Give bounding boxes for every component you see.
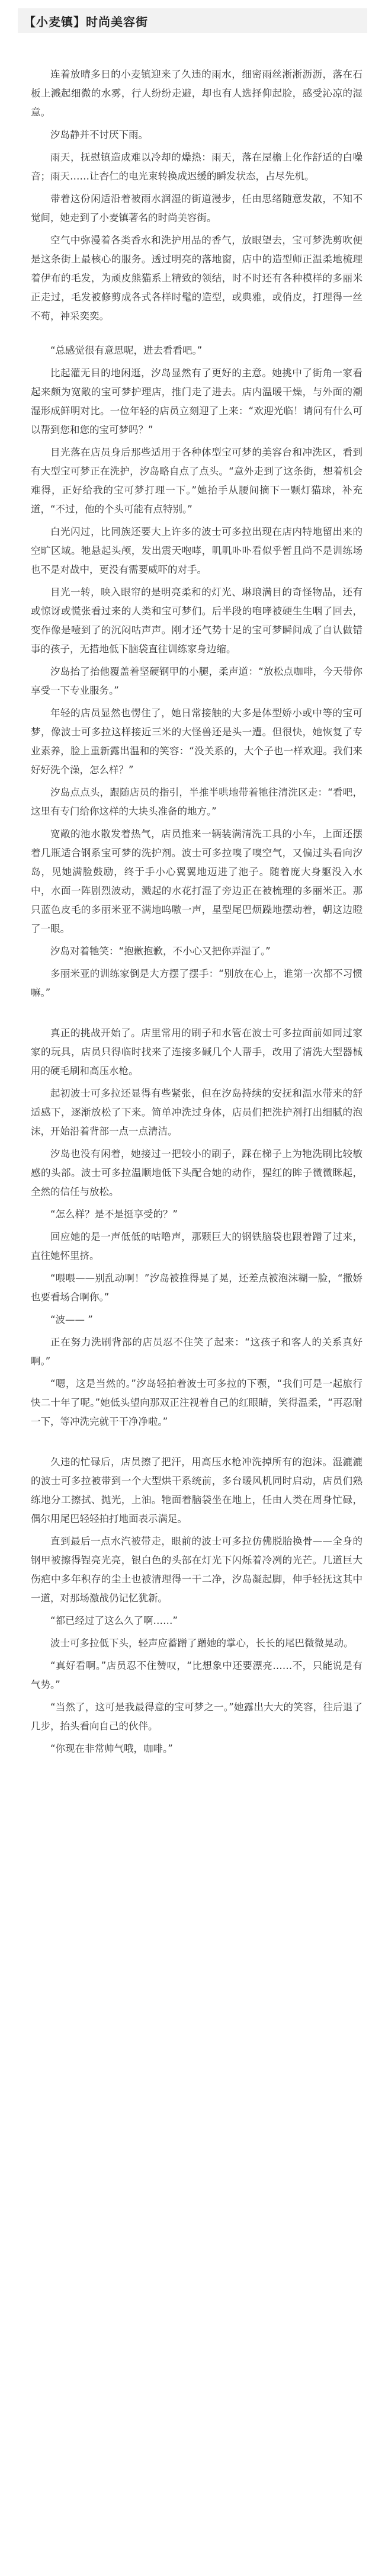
paragraph: 直到最后一点水汽被带走，眼前的波士可多拉仿佛脱胎换骨——全身的钢甲被擦得锃亮光亮，银白色的头部在灯光下闪烁着冷冽的光芒。几道巨大伤疤中多年积存的尘土也被清理得一干二净，汐岛凝起脚，伸手轻抚这其中一道，对那场激战仍记忆犹新。 — [31, 1536, 362, 1604]
paragraph: “真好看啊。”店员忍不住赞叹，“比想象中还要漂亮……不，只能说是有气势。” — [31, 1660, 362, 1690]
paragraph: 多丽米亚的训练家倒是大方摆了摆手：“别放在心上，谁第一次都不习惯嘛。” — [31, 968, 362, 998]
paragraph: 连着放晴多日的小麦镇迎来了久违的雨水，细密雨丝淅淅沥沥，落在石板上溅起细微的水雾，行人纷纷走避，却也有人选择仰起脸，感受沁凉的湿意。 — [31, 69, 362, 118]
paragraph: 汐岛静并不讨厌下雨。 — [50, 129, 148, 140]
paragraph: 汐岛对着牠笑：“抱歉抱歉，不小心又把你弄湿了。” — [50, 946, 271, 957]
paragraph: “嗯，这是当然的。”汐岛轻拍着波士可多拉的下颚，“我们可是一起旅行快二十年了呢。”她低头望向那双正注视着自己的红眼睛，笑得温柔，“再忍耐一下，等冲洗完就干干净净啦。” — [31, 1378, 362, 1427]
paragraph: 汐岛抬了抬他覆盖着坚硬钢甲的小腿，柔声道：“放松点咖啡，今天带你享受一下专业服务。” — [31, 666, 362, 696]
article-title: 【小麦镇】时尚美容街 — [24, 14, 148, 29]
paragraph: 白光闪过，比同族还要大上许多的波士可多拉出现在店内特地留出来的空旷区域。牠悬起头颅，发出震天咆哮，叽叽卟卟看似乎暂且尚不是训练场也不是对战中，更没有需要威吓的对手。 — [31, 526, 362, 575]
paragraph: 雨天，抚慰镇造成难以冷却的燥热：雨天，落在屋檐上化作舒适的白噪音；雨天……让杏仁的电光束转换成迟缓的瞬发状态，占尽先机。 — [31, 152, 362, 182]
article-body — [31, 65, 362, 1762]
paragraph: 宽敞的池水散发着热气，店员推来一辆装满清洗工具的小车，上面还摆着几瓶适合钢系宝可梦的洗护剂。波士可多拉嗅了嗅空气，又偏过头看向汐岛，见她满脸鼓励，终于手小心翼翼地迈进了池子。随着庞大身躯没入水中，水面一阵剧烈波动，溅起的水花打湿了旁边正在被梳理的多丽米正。那只蓝色皮毛的多丽米亚不满地呜嗷一声，星型尾巴烦躁地摆动着，朝这边瞪了一眼。 — [31, 828, 362, 934]
paragraph: 目光一转，映入眼帘的是明亮柔和的灯光、琳琅满目的奇怪物品，还有或惊讶或慌张看过来的人类和宝可梦们。后半段的咆哮被硬生生咽了回去，变作像是噎到了的沉闷咕声声。刚才还气势十足的宝可梦瞬间成了自认做错事的孩子，无措地低下脑袋直往训练家身边缩。 — [31, 587, 362, 655]
paragraph: 回应她的是一声低低的咕噜声，那颗巨大的钢铁脑袋也跟着蹭了过来，直往她怀里挤。 — [31, 1231, 362, 1261]
paragraph: 波士可多拉低下头，轻声应蓄蹭了蹭她的掌心，长长的尾巴微微晃动。 — [50, 1638, 354, 1649]
paragraph: 目光落在店员身后那些适用于各种体型宝可梦的美容台和冲洗区，看到有大型宝可梦正在洗护，汐岛略自点了点头。“意外走到了这条街，想着机会难得，正好给我的宝可梦打理一下。”她抬手从腰间摘下一颗灯猫球，补充道，“不过，他的个头可能有点特别。” — [31, 447, 362, 515]
paragraph: 久违的忙碌后，店员擦了把汗，用高压水枪冲洗掉所有的泡沫。湿漉漉的波士可多拉被带到一个大型烘干系统前，多台暖风机同时启动，店员们熟练地分工擦拭、抛光，上油。牠面着脑袋坐在地上，任由人类在周身忙碌，偶尔用尾巴轻轻拍打地面表示满足。 — [31, 1456, 362, 1524]
paragraph: 汐岛点点头，跟随店员的指引，半推半哄地带着牠往清洗区走：“看吧，这里有专门给你这样的大块头准备的地方。” — [31, 787, 362, 817]
paragraph: “当然了，这可是我最得意的宝可梦之一。”她露出大大的笑容，往后退了几步，抬头看向自己的伙伴。 — [31, 1702, 362, 1732]
paragraph: 真正的挑战开始了。店里常用的刷子和水管在波士可多拉面前如同过家家的玩具，店员只得临时找来了连接多碱几个人帮手，改用了清洗大型器械用的硬毛刷和高压水枪。 — [31, 1027, 362, 1076]
paragraph: “喂喂——别乱动啊！”汐岛被推得晃了晃，还差点被泡沫糊一脸，“撒娇也要看场合啊你。” — [31, 1273, 362, 1303]
title-bar — [18, 8, 367, 33]
paragraph: “怎么样？是不是挺享受的？” — [50, 1209, 178, 1220]
paragraph: “总感觉很有意思呢，进去看看吧。” — [50, 345, 203, 356]
paragraph: “你现在非常帅气哦，咖啡。” — [50, 1743, 173, 1754]
paragraph: 正在努力洗刷背部的店员忍不住笑了起来：“这孩子和客人的关系真好啊。” — [31, 1337, 362, 1367]
paragraph: 汐岛也没有闲着，她接过一把较小的刷子，踩在梯子上为牠洗刷比较敏感的头部。波士可多拉温顺地低下头配合她的动作，猩红的眸子微微眯起，全然的信任与放松。 — [31, 1148, 362, 1197]
paragraph: 带着这份闲适沿着被雨水润湿的街道漫步，任由思绪随意发散，不知不觉间，她走到了小麦镇著名的时尚美容街。 — [31, 193, 362, 223]
paragraph: 空气中弥漫着各类香水和洗护用品的香气，放眼望去，宝可梦洗剪吹便是这条街上最核心的服务。透过明亮的落地窗，店中的造型师正温柔地梳理着伊布的毛发，为顽皮熊猫系上精致的领结，时不时还有各种模样的多丽米正走过，毛发被修剪成各式各样时髦的造型，或典雅，或俏皮，打理得一丝不苟，神采奕奕。 — [31, 235, 362, 322]
paragraph: “都已经过了这么久了啊……” — [50, 1615, 178, 1626]
paragraph: 比起灌无目的地闲逛，汐岛显然有了更好的主意。她挑中了街角一家看起来颇为宽敞的宝可梦护理店，推门走了进去。店内温暖干燥，与外面的潮湿形成鲜明对比。一位年轻的店员立刻迎了上来：“欢迎光临！请问有什么可以帮到您和您的宝可梦吗？” — [31, 367, 362, 435]
paragraph: “波—— ” — [50, 1314, 93, 1325]
paragraph: 起初波士可多拉还显得有些紧张，但在汐岛持续的安抚和温水带来的舒适感下，逐渐放松了下来。简单冲洗过身体，店员们把洗护剂打出细腻的泡沫，开始沿着背部一点一点清洁。 — [31, 1088, 362, 1137]
paragraph: 年轻的店员显然也愣住了，她日常接触的大多是体型娇小或中等的宝可梦，像波士可多拉这样接近三米的大怪兽还是头一遭。但很快，她恢复了专业素养，脸上重新露出温和的笑容：“没关系的，大个子也一样欢迎。我们来好好洗个澡，怎么样？” — [31, 707, 362, 776]
